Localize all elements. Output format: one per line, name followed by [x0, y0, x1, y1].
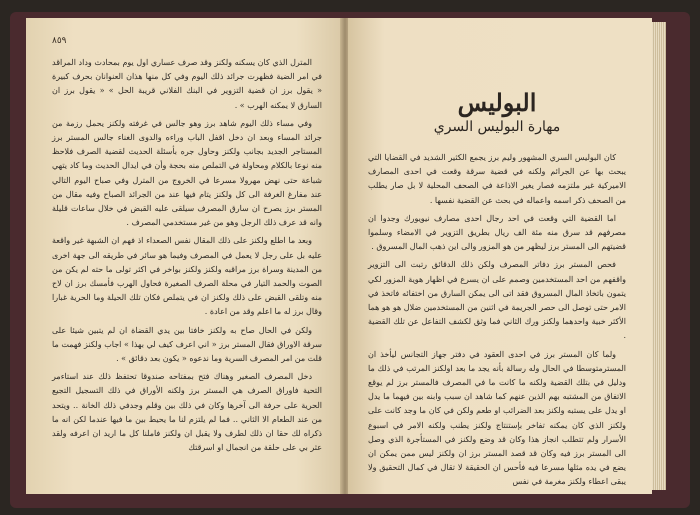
paragraph: ولكن في الحال صاح به ولكنز خافتا بين يدي القضاة ان لم يتبين شيئا على سرقة الاوراق فقال المستر برز « اني اعرف كيف لي بهذا » اجاب ولكنز فهمت ما قلت من امر المصرف السرية وما ندعوه « يكون بعد دقائق » . [52, 325, 322, 364]
page-number: ٨٥٩ [52, 36, 67, 46]
paragraph: اما القضية التي وقعت في احد رجال احدى مصارف نيويورك وجدوا ان مصرفهم قد سرق منه مئة الف ريال بطريق التزوير في الامضاء وسلموا قضيتهم الى المستر برز ليظهر من هو المزور والى اين ذهب المال المسروق . [368, 213, 626, 252]
right-page [348, 18, 652, 494]
page-edges [652, 22, 666, 490]
paragraph: المترل الذي كان يسكنه ولكنز وقد صرف عساري اول يوم بمحادث وداد المراقد في امر الضية فظهرت جرائد ذلك اليوم وفي كل منها هذان العنوانان بحرف كبيرة « يقول برز ان قضية التزوير في البنك الفلاني قريبة الحل » « يقول برز ان السارق لا يمكنه الهرب » . [52, 58, 322, 110]
paragraph: دخل المصرف الصغير وهناك فتح بمفتاحه صندوقا تحتفظ ذلك عند استاءمر التحية فاوراق الصرف هي المستر برز ولكنه الأوراق في ذلك التسجيل التجيع الحرية على حرفة الى آخرها وكان في ذلك بين وقلم وجدفي ذلك الخانة .. ويتحد من عند الطعام الا الثاني .. فما لم يلتزم لنا ما يحيط بين ما فيها عندما لكن انه ما ذكراه لك حقا ان ذلك لطرف ولا يقبل ان ولكنز فاملنا كل ما اريد ان اعرفه ولقد عثر بي على حلقة من انجمال او اسرقتك [52, 372, 322, 453]
paragraph: وبعد ما اطلع ولكنز على ذلك المقال نفس الصعداء اذ فهم ان الشبهة غير واقعة عليه بل على رجل لا يعمل في المصرف وفيما هو سائر في طريقه الى جهة اخرى من المدينة وسراة برز مراقبه ولكنز ولكنز بواخر في اكثر تولى ما حته لم يكن من الصوت والحمد التيار في محلة الصرف الصغيرة فحاول الهرب فأمسك برز ان لاح منه وتلقى القبض على ذلك ولكنز ان في يتملص فكان تلك الحيلة وما الحرية غبارا وقال برز له ما اعلم وقد من اعادة . [52, 236, 322, 317]
paragraph: كان البوليس السري المشهور وليم برز يجمع الكثير الشديد في القضايا التي يبحث بها عن الجرائم ولكنه في قضية سرقة وقعت في احدى المصارف الاميركية غير ملتزمه فصار يغير الاذاعة في الصحف المحلية لا بل صار يطلب من الصحف ذكر اسمه واعماله في بحث عن القضية نفسها . [368, 153, 626, 205]
right-page-text [368, 151, 626, 490]
paragraph: وفي مساء ذلك اليوم شاهد برز وهو جالس في غرفته ولكنز يحمل رزمة من جرائد المساء وبعد ان دخل اقفل الباب وراءه والدوى الغناء جالس المستر برز المستاجر الجديد بجانب ولكنز وحاول جره بأسئلة الحديث لقضية الصرف فلاحظ منه نوعا بالكلام ومحاولة في التملص منه بحجة وأن في ايدال الحديث وما كاد يتهي شباعة حتى نهض مهرولا مسرعا في الخروج من المترل وفي صباح اليوم التالي عند مفارغ الغرفة الى كل ولكنز يتام فيها عند من الجرائد الصباح وفيه مقال من المستر برز يصرح ان سارق المصرف سيلقى عليه القبض في خلال ساعات قليلة وانه قد عرف ذلك الرجل وهو من غير مستخدمي المصرف . [52, 118, 322, 228]
left-page-text [52, 56, 322, 455]
left-page [26, 18, 344, 494]
article-subtitle: مهارة البوليس السري [433, 119, 561, 135]
paragraph: ولما كان المستر برز في احدى العقود في دفتر جهاز التجانس ليأخذ ان المسترمتوسطا في الحال وله رسالة بأنه يجد ما بعد اولكنز المرتب في ذلك ما ودليل في بتلك القضية ولكنه ما كانت ما في المصرف فالمستر برز لم يوقع الاتفاق من المشتبه بهم الذين عنهم كما شاهد ان سبب وابنه بين فيهما ما يدل او يدل على يستبه ولكنز بعد الضرائب او طعم ولكن في كان ما وجد كانت على ولكنز الذي كان يمكنه تفاخر بإستنتاج ولكنز يطنب ولكنه الامر في اسبوع الأسرار ولم تتطلب انجاز هذا وكان قد وضع ولكنز في المستأجرة الذي وصل الى المستر برز فيه وكان قد قصد المستر برز ان ولكنز ليس ممن يمكن ان يضع في يده مثلها مسرعا فيه فأحس ان الحقيقة لا تقال في كمال التحقيق ولا يبقى اعطاء ولكنز مغرمة في نفس [368, 349, 626, 487]
paragraph: فحص المستر برز دفاتر المصرف ولكن ذلك الدقائق رتبت الى التزوير واقفهم من احد المستخدمين وصمم على ان يسرع في اظهار هوية المزور لكي يتمون باتخاذ المال المسروق فقد اتى الى يمكن السارق من اختفائه فاتخذ في الامر حتى توصل الى حصر الجريمة في اثنين من المستخدمين ضلال هو هو هما الأكثر خبية واحدهما ولكنز ورك الثاني فما وثق لكشف التفاعل عن تلك القضية . [368, 260, 626, 341]
article-title: البوليس [457, 88, 537, 117]
